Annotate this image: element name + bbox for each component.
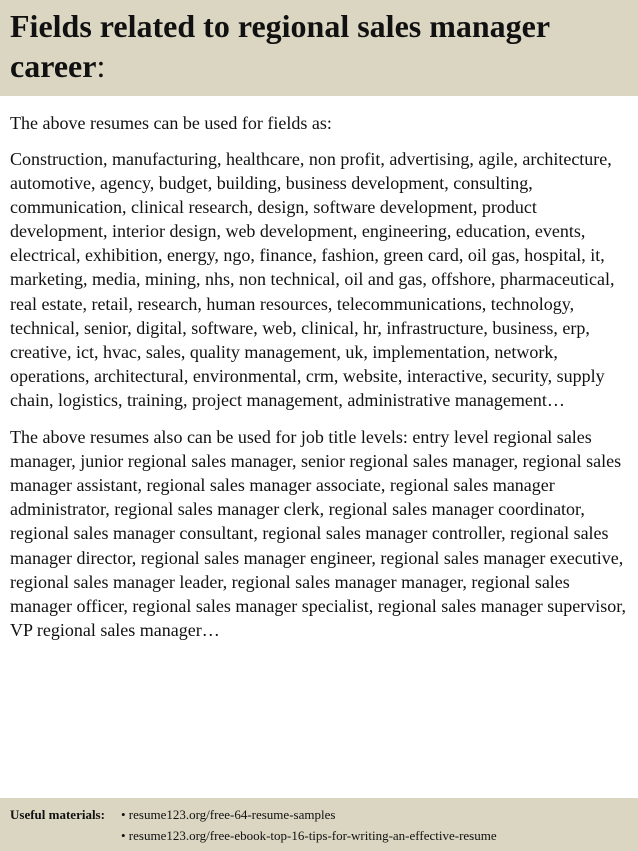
page-title-colon: : [96,48,106,84]
fields-list: Construction, manufacturing, healthcare, non profit, advertising, agile, architecture, automotive, agency, budget, building, business development, consulting, communication, clinical research, design, software development, product development, interior design, web development, engineering, education, events, electrical, exhibition, energy, ngo, finance, fashion, green card, oil gas, hospital, it, marketing, media, mining, nhs, non technical, oil and gas, offshore, pharmaceutical, real estate, retail, research, human resources, telecommunications, technology, technical, senior, digital, software, web, clinical, hr, infrastructure, business, erp, creative, ict, hvac, sales, quality management, uk, implementation, network, operations, architectural, environmental, crm, website, interactive, security, supply chain, logistics, training, project management, administrative management… [10,149,615,410]
page-title-text: Fields related to regional sales manager career [10,8,550,84]
title-band [0,0,638,96]
ebook-tips-link[interactable]: • resume123.org/free-ebook-top-16-tips-for-writing-an-effective-resume [121,828,497,843]
page-title [10,6,628,86]
useful-materials-label-colon: : [100,807,105,822]
footer-row-1 [10,804,628,825]
main-content [10,111,632,642]
fields-intro: The above resumes can be used for fields as: [10,113,332,133]
useful-materials-label [10,804,105,825]
useful-materials-label-text: Useful materials [10,807,101,822]
resume-samples-link[interactable]: • resume123.org/free-64-resume-samples [121,807,336,822]
job-levels-paragraph: The above resumes also can be used for job title levels: entry level regional sales manager, junior regional sales manager, senior regional sales manager, regional sales manager assistant, regional sales manager associate, regional sales manager administrator, regional sales manager clerk, regional sales manager coordinator, regional sales manager consultant, regional sales manager controller, regional sales manager director, regional sales manager engineer, regional sales manager executive, regional sales manager leader, regional sales manager manager, regional sales manager officer, regional sales manager specialist, regional sales manager supervisor, VP regional sales manager… [10,427,626,640]
useful-materials-band [0,798,638,851]
footer-row-2 [10,825,628,846]
